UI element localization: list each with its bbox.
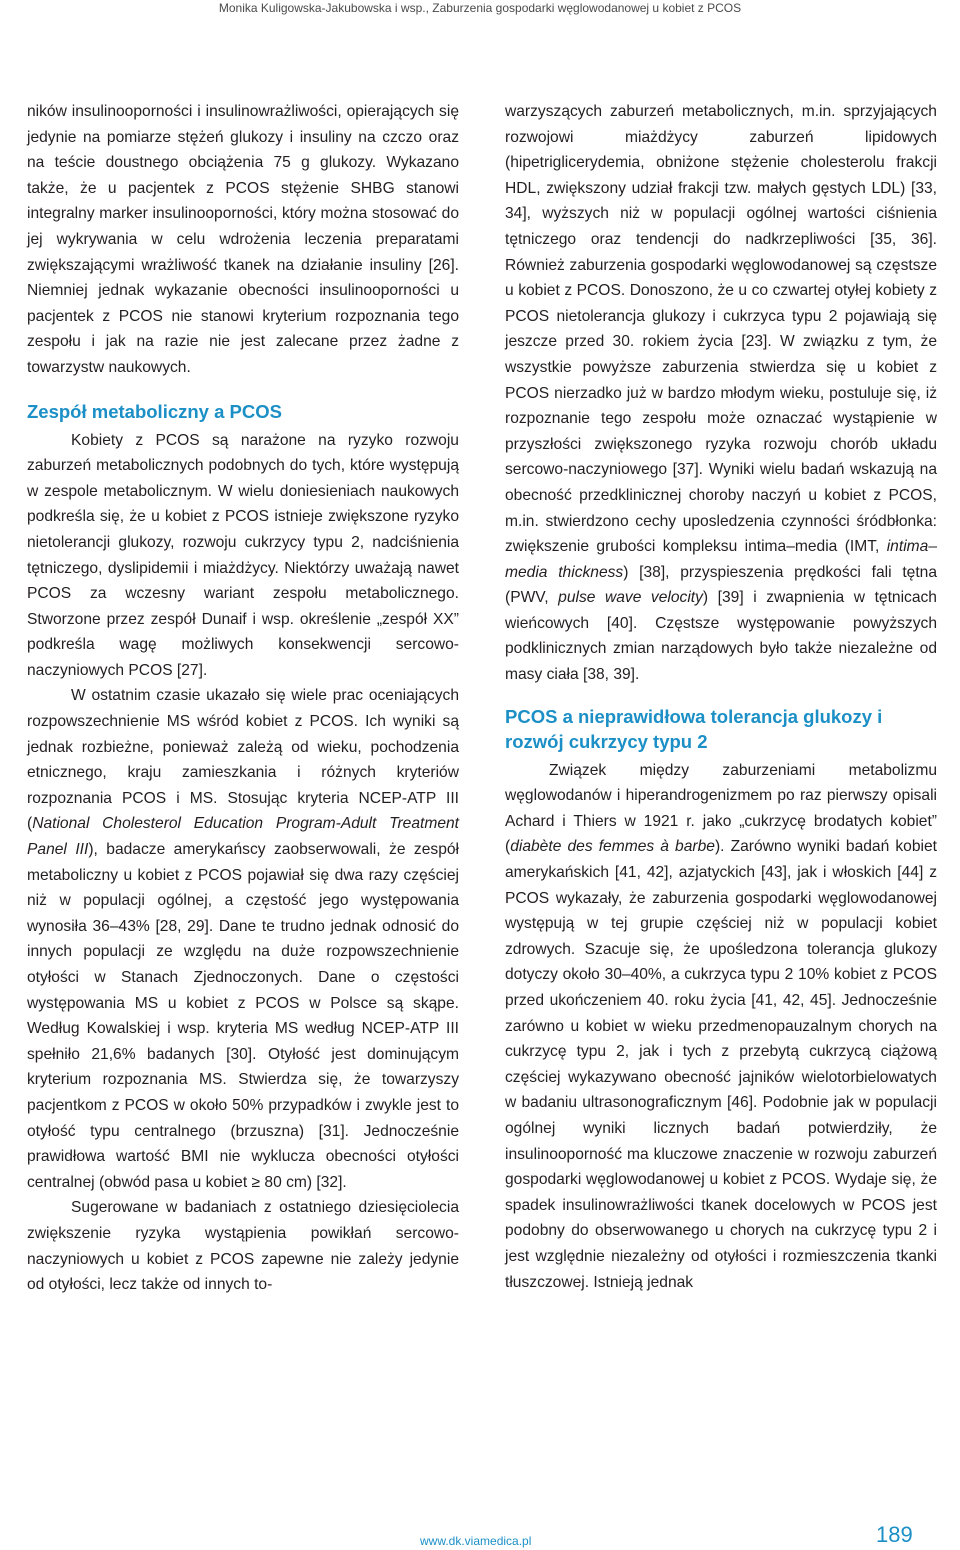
left-paragraph-4: Sugerowane w badaniach z ostatniego dziesięciolecia zwiększenie ryzyka wystąpienia powikłań sercowo-naczyniowych u kobiet z PCOS zapewne nie zależy jedynie od otyłości, lecz także od innych to- xyxy=(27,1199,459,1294)
left-paragraph-2: Kobiety z PCOS są narażone na ryzyko rozwoju zaburzeń metabolicznych podobnych do tych, które występują w zespole metabolicznym. W wielu doniesieniach naukowych podkreśla się, że u kobiet z PCOS istnieje zwiększone ryzyko nietolerancji glukozy, rozwoju cukrzycy typu 2, nadciśnienia tętniczego, dyslipidemii i miażdżycy. Niektórzy uważają nawet PCOS za wczesny wariant zespołu metabolicznego. Stworzone przez zespół Dunaif i wsp. określenie „zespół XX” podkreśla wagę możliwych konsekwencji sercowo-naczyniowych PCOS [27]. xyxy=(27,431,459,679)
right-p2-text-b: ). Zarówno wyniki badań kobiet amerykańskich [41, 42], azjatyckich [43], jak i włoskich [44] z PCOS wykazały, że zaburzenia gospodarki węglowodanowej występują w tej grupie częściej niż w populacji kobiet zdrowych. Szacuje się, że upośledzona tolerancja glukozy dotyczy około 30–40%, a cukrzyca typu 2 10% kobiet z PCOS przed ukończeniem 40. roku życia [41, 42, 45]. Jednocześnie zarówno u kobiet w wieku przedmenopauzalnym chorych na cukrzycę typu 2, jak i tych z przebytą cukrzycą ciążową częściej wykazywano obecność jajników wielotorbielowatych w badaniu ultrasonograficznym [46]. Podobnie jak w populacji ogólnej wyniki licznych badań potwierdziły, że insulinooporność ma kluczowe znaczenie w rozwoju zaburzeń gospodarki węglowodanowej u kobiet z PCOS. Wydaje się, że spadek insulinowrażliwości tkanek docelowych w PCOS jest podobny do obserwowanego u chorych na cukrzycę typu 2 i jest względnie niezależny od otyłości i rozmieszczenia tkanki tłuszczowej. Istnieją jednak xyxy=(505,838,937,1291)
right-paragraph-1 xyxy=(505,99,937,688)
right-p1-text-a: warzyszących zaburzeń metabolicznych, m.in. sprzyjających rozwojowi miażdżycy zaburzeń lipidowych (hipetriglicerydemia, obniżone stężenie cholesterolu frakcji HDL, zwiększony udział frakcji tzw. małych gęstych LDL) [33, 34], wyższych niż w populacji ogólnej wartości ciśnienia tętniczego oraz tendencji do nadkrzepliwości [35, 36]. Również zaburzenia gospodarki węglowodanowej są częstsze u kobiet z PCOS. Donoszono, że u co czwartej otyłej kobiety z PCOS nietolerancja glukozy i cukrzyca typu 2 pojawiają się jeszcze przed 30. rokiem życia [23]. W związku z tym, że wszystkie powyższe zaburzenia stwierdza się u kobiet z PCOS nierzadko już w bardzo młodym wieku, postuluje się, iż rozpoznanie tego zespołu może oznaczać wystąpienie w przyszłości zwiększonego ryzyka rozwoju chorób układu sercowo-naczyniowego [37]. Wyniki wielu badań wskazują na obecność przedklinicznej choroby naczyń u kobiet z PCOS, m.in. stwierdzono cechy uposledzenia czynności śródbłonka: zwiększenie grubości kompleksu intima–media (IMT, xyxy=(505,103,937,556)
header-authors: Monika Kuligowska-Jakubowska i wsp. xyxy=(218,1,426,15)
right-p2-text-a: Związek między zaburzeniami metabolizmu węglowodanów i hiperandrogenizmem po raz pierwszy opisali Achard i Thiers w 1921 r. jako „cukrzycę brodatych kobiet” ( xyxy=(505,761,937,856)
section-heading-metabolic-syndrome: Zespół metaboliczny a PCOS xyxy=(27,400,282,422)
footer-url-link[interactable]: www.dk.viamedica.pl xyxy=(420,1534,532,1548)
section-heading-glucose-tolerance: PCOS a nieprawidłowa tolerancja glukozy i rozwój cukrzycy typu 2 xyxy=(505,705,883,752)
header-title: Zaburzenia gospodarki węglowodanowej u kobiet z PCOS xyxy=(432,1,742,15)
left-p3-italic: National Cholesterol Education Program-Adult Treatment Panel III xyxy=(27,815,459,859)
right-p2-italic: diabète des femmes à barbe xyxy=(510,838,715,856)
page-number: 189 xyxy=(876,1522,913,1547)
left-paragraph-3 xyxy=(27,683,459,1195)
right-p1-text-b: ) [38], przyspieszenia prędkości fali tętna (PWV, xyxy=(505,563,937,607)
left-paragraph-1: ników insulinooporności i insulinowrażliwości, opierających się jedynie na pomiarze stężeń glukozy i insuliny na czczo oraz na teście doustnego obciążenia 75 g glukozy. Wykazano także, że u pacjentek z PCOS stężenie SHBG stanowi integralny marker insulinooporności, który można stosować do jej wykrywania w celu wdrożenia leczenia preparatami zwiększającymi wrażliwość tkanek na działanie insuliny [26]. Niemniej jednak wykazanie obecności insulinooporności u pacjentek z PCOS nie stanowi kryterium rozpoznania tego zespołu i jak na razie nie jest zalecane przez żadne z towarzystw naukowych. xyxy=(27,103,459,376)
right-paragraph-2 xyxy=(505,758,937,1295)
left-p3-text-b: ), badacze amerykańscy zaobserwowali, że zespół metaboliczny u kobiet z PCOS pojawiał się dwa razy częściej niż w populacji ogólnej, a częstość jego występowania wynosiła 36–43% [28, 29]. Dane te trudno jednak odnosić do innych populacji ze względu na duże rozpowszechnienie otyłości w Stanach Zjednoczonych. Dane o częstości występowania MS u kobiet z PCOS w Polsce są skąpe. Według Kowalskiej i wsp. kryteria MS według NCEP-ATP III spełniło 21,6% badanych [30]. Otyłość jest dominującym kryterium rozpoznania MS. Stwierdza się, że towarzyszy pacjentkom z PCOS w około 50% przypadków i zwykle jest to otyłość typu centralnego (brzuszna) [31]. Jednocześnie prawidłowa wartość BMI nie wyklucza obecności otyłości centralnej (obwód pasa u kobiet ≥ 80 cm) [32]. xyxy=(27,841,460,1191)
header-separator: , xyxy=(425,1,429,15)
right-p1-italic-imt: intima–media thickness xyxy=(505,538,937,581)
running-header xyxy=(0,0,960,20)
right-column xyxy=(505,99,937,1295)
right-p1-text-c: ) [39] i zwapnienia w tętnicach wieńcowych [40]. Częstsze występowanie powyższych podklinicznych zmian narządowych było także niezależne od masy ciała [38, 39]. xyxy=(505,589,937,684)
right-p1-italic-pwv: pulse wave velocity xyxy=(558,589,703,607)
left-column xyxy=(27,99,459,1298)
left-p3-text-a: W ostatnim czasie ukazało się wiele prac oceniających rozpowszechnienie MS wśród kobiet z PCOS. Ich wyniki są jednak rozbieżne, ponieważ zależą od wieku, pochodzenia etnicznego, kraju zamieszkania i różnych kryteriów rozpoznania PCOS i MS. Stosując kryteria NCEP-ATP III ( xyxy=(27,687,459,833)
